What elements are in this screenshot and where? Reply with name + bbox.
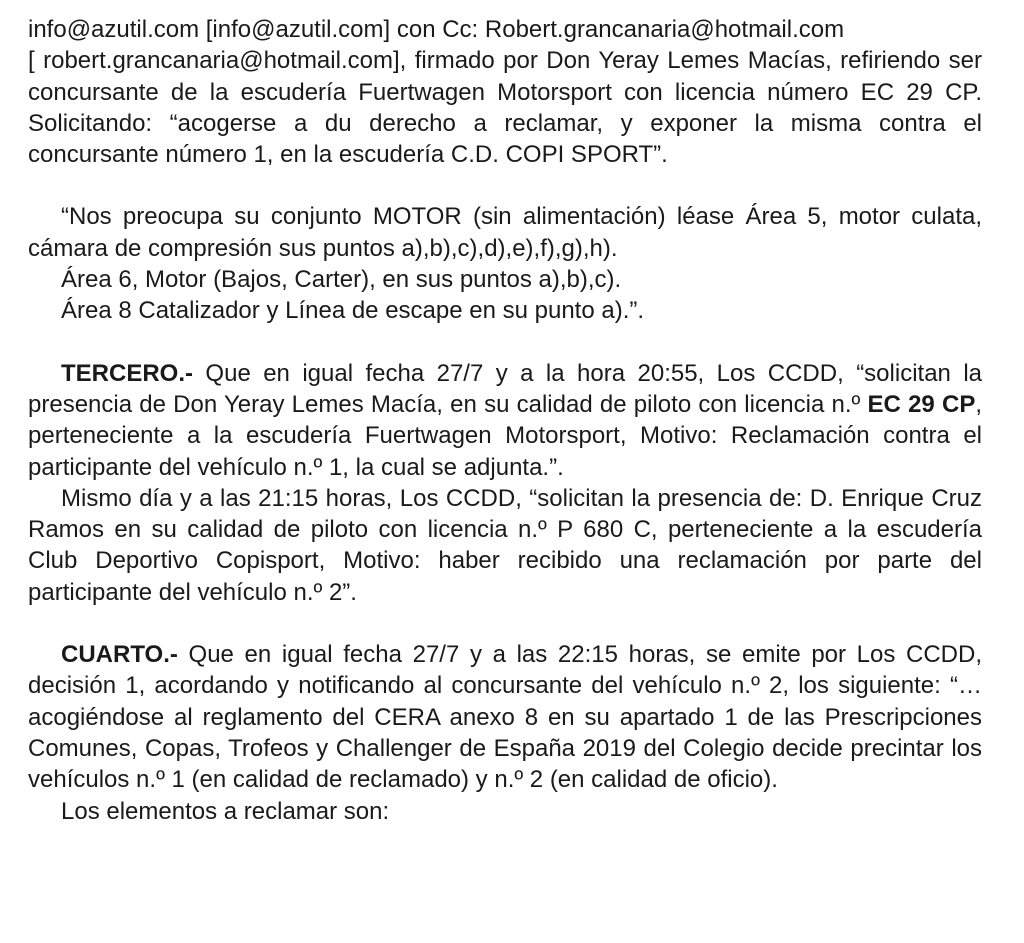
tercero-heading: TERCERO.-: [61, 359, 193, 387]
quote-paragraph: “Nos preocupa su conjunto MOTOR (sin alimentación) léase Área 5, motor culata, cámara de compresión sus puntos a),b),c),d),e),f),g),h).: [28, 203, 982, 262]
intro-line-email: info@azutil.com [info@azutil.com] con Cc: Robert.grancanaria@hotmail.com: [28, 16, 845, 43]
tercero-paragraph: [28, 358, 982, 483]
quote-area-8: Área 8 Catalizador y Línea de escape en su punto a).”.: [61, 297, 645, 325]
cuarto-heading: CUARTO.-: [61, 641, 178, 669]
tercero-text-a: Que en igual fecha 27/7 y a la hora 20:55, Los CCDD, “solicitan la presencia de Don Yeray Lemes Macía, en su calidad de piloto con licencia n.º: [28, 359, 982, 418]
intro-text: [ robert.grancanaria@hotmail.com], firmado por Don Yeray Lemes Macías, refiriendo ser concursante de la escudería Fuertwagen Motorsport con licencia número EC 29 CP. Solicitando: “acogerse a du derecho a reclamar, y exponer la misma contra el concursante número 1, en la escudería C.D. COPI SPORT”.: [28, 47, 982, 169]
quote-area-6: Área 6, Motor (Bajos, Carter), en sus puntos a),b),c).: [61, 266, 622, 294]
document-page: [28, 14, 982, 827]
cuarto-paragraph: [28, 639, 982, 795]
cuarto-text: Que en igual fecha 27/7 y a las 22:15 horas, se emite por Los CCDD, decisión 1, acordando y notificando al concursante del vehículo n.º 2, los siguiente: “…acogiéndose al reglamento del CERA anexo 8 en su apartado 1 de las Prescripciones Comunes, Copas, Trofeos y Challenger de España 2019 del Colegio decide precintar los vehículos n.º 1 (en calidad de reclamado) y n.º 2 (en calidad de oficio).: [28, 641, 982, 794]
tercero-license: EC 29 CP: [867, 390, 976, 418]
intro-paragraph: [28, 14, 982, 170]
tercero-second-paragraph: Mismo día y a las 21:15 horas, Los CCDD, “solicitan la presencia de: D. Enrique Cruz Ramos en su calidad de piloto con licencia n.º P 680 C, perteneciente a la escudería Club Deportivo Copisport, Motivo: haber recibido una reclamación por parte del participante del vehículo n.º 2”.: [28, 484, 982, 606]
tercero-text-b: , perteneciente a la escudería Fuertwagen Motorsport, Motivo: Reclamación contra el participante del vehículo n.º 1, la cual se adjunta.”.: [28, 390, 982, 481]
cuarto-last-line: Los elementos a reclamar son:: [61, 797, 390, 825]
